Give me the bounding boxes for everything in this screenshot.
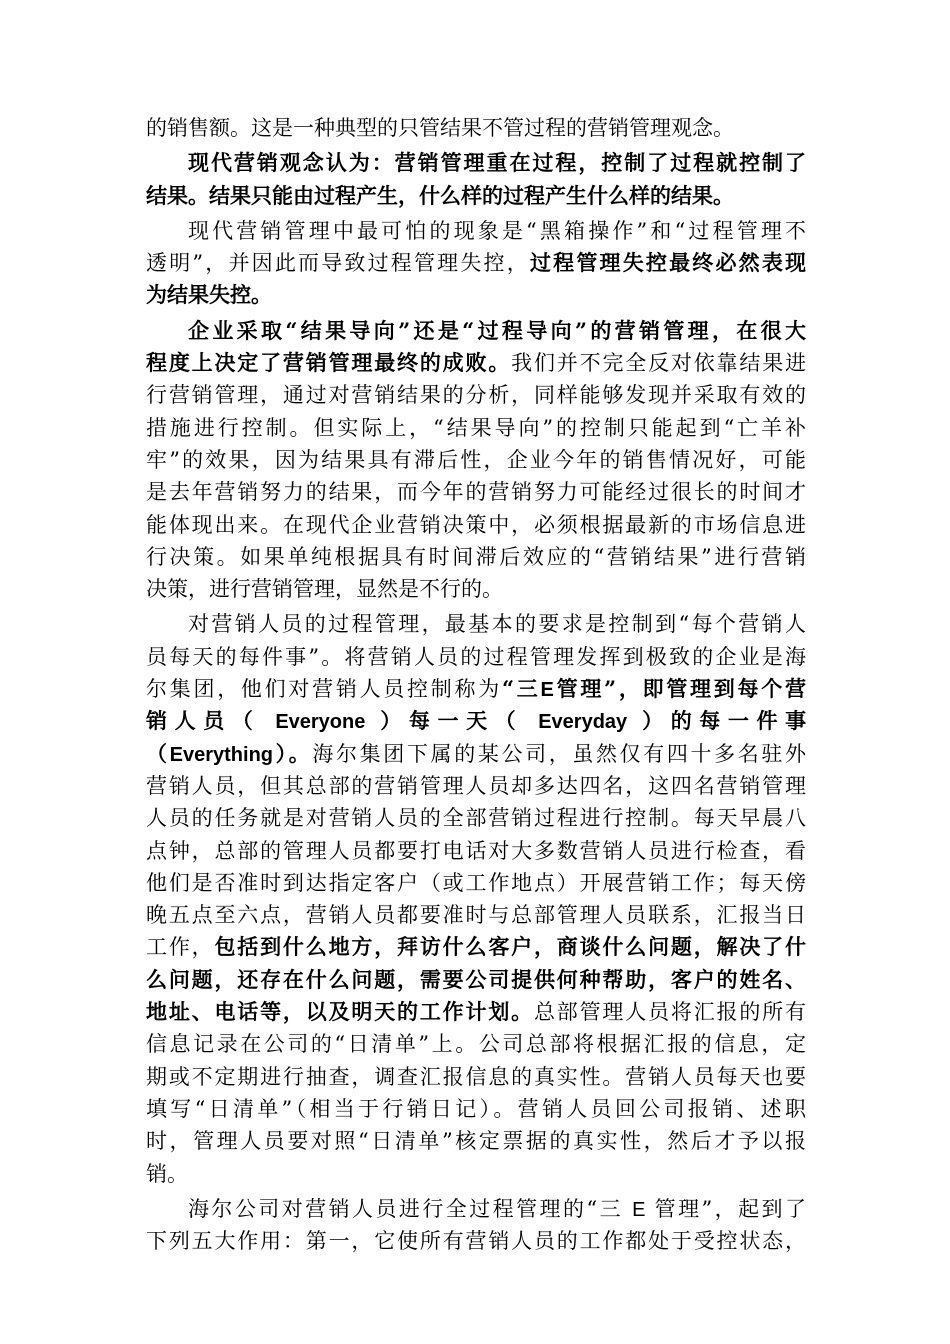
text-line bbox=[146, 1193, 806, 1225]
text-line: 晚五点至六点，营销人员都要准时与总部管理人员联系，汇报当日 bbox=[146, 903, 806, 928]
paragraph-4 bbox=[146, 608, 806, 1189]
text-run: 透明”，并因此而导致过程管理失控， bbox=[146, 251, 530, 276]
text-line: 牢”的效果，因为结果具有滞后性，企业今年的销售情况好，可能 bbox=[146, 447, 806, 472]
bold-run: ）的每一件事 bbox=[642, 708, 806, 734]
text-line bbox=[146, 931, 806, 963]
text-line bbox=[146, 738, 806, 770]
text-run: 尔集团，他们对营销人员控制称为 bbox=[146, 677, 502, 702]
paragraph-0 bbox=[146, 112, 806, 144]
bold-run: ）每一天（ bbox=[380, 708, 524, 734]
text-line: 企业采取“结果导向”还是“过程导向”的营销管理，在很大 bbox=[188, 317, 806, 343]
text-line: 对营销人员的过程管理，最基本的要求是控制到“每个营销人 bbox=[188, 612, 806, 637]
text-line: 信息记录在公司的“日清单”上。公司总部将根据汇报的信息，定 bbox=[146, 1032, 806, 1057]
text-run: 我们并不完全反对依靠结果进 bbox=[511, 351, 806, 376]
text-line: 么问题，还存在什么问题，需要公司提供何种帮助，客户的姓名、 bbox=[146, 966, 806, 992]
bold-latin-run: Everyday bbox=[538, 711, 628, 734]
document-body bbox=[146, 112, 806, 1257]
latin-run: E bbox=[632, 1198, 646, 1221]
bold-run: ）。 bbox=[273, 740, 313, 766]
bold-latin-run: Everyone bbox=[275, 711, 366, 734]
text-line: 下列五大作用：第一，它使所有营销人员的工作都处于受控状态， bbox=[146, 1229, 806, 1254]
text-line bbox=[146, 705, 806, 737]
text-run: 海尔集团下属的某公司，虽然仅有四十多名驻外 bbox=[312, 741, 806, 766]
text-run: 管理”，起到了 bbox=[654, 1196, 806, 1221]
text-line: 他们是否准时到达指定客户（或工作地点）开展营销工作；每天傍 bbox=[146, 870, 806, 895]
text-run: 总部管理人员将汇报的所有 bbox=[533, 1000, 806, 1025]
text-line bbox=[146, 247, 806, 279]
text-run: 工作， bbox=[146, 935, 215, 960]
text-line: 时，管理人员要对照“日清单”核定票据的真实性，然后才予以报 bbox=[146, 1129, 806, 1154]
text-line: 填写“日清单”（相当于行销日记）。营销人员回公司报销、述职 bbox=[146, 1096, 806, 1121]
text-line bbox=[146, 347, 806, 379]
text-line bbox=[146, 673, 806, 705]
text-line: 销。 bbox=[146, 1161, 188, 1186]
text-line: 措施进行控制。但实际上，“结果导向”的控制只能起到“亡羊补 bbox=[146, 415, 806, 440]
text-line bbox=[146, 996, 806, 1028]
text-line: 员每天的每件事”。将营销人员的过程管理发挥到极致的企业是海 bbox=[146, 644, 806, 669]
text-line: 决策，进行营销管理，显然是不行的。 bbox=[146, 577, 503, 602]
text-line: 结果。结果只能由过程产生，什么样的过程产生什么样的结果。 bbox=[146, 182, 734, 208]
paragraph-2 bbox=[146, 215, 806, 312]
text-line: 为结果失控。 bbox=[146, 282, 272, 308]
bold-latin-run: Everything bbox=[169, 743, 273, 766]
text-run: 海尔公司对营销人员进行全过程管理的“三 bbox=[188, 1196, 624, 1221]
bold-run: 地址、电话等，以及明天的工作计划。 bbox=[146, 999, 534, 1025]
text-line: 期或不定期进行抽查，调查汇报信息的真实性。营销人员每天也要 bbox=[146, 1064, 806, 1089]
paragraph-1 bbox=[146, 147, 806, 212]
text-line: 的销售额。这是一种典型的只管结果不管过程的营销管理观念。 bbox=[146, 116, 734, 140]
bold-run: 管理”，即管理到每个营 bbox=[553, 676, 806, 702]
text-line: 现代营销管理中最可怕的现象是“黑箱操作”和“过程管理不 bbox=[188, 218, 806, 243]
bold-run: （ bbox=[146, 740, 170, 766]
text-line: 人员的任务就是对营销人员的全部营销过程进行控制。每天早晨八 bbox=[146, 806, 806, 831]
bold-run: 包括到什么地方，拜访什么客户，商谈什么问题，解决了什 bbox=[214, 934, 806, 960]
bold-run: 程度上决定了营销管理最终的成败。 bbox=[146, 350, 512, 376]
bold-run: “三 bbox=[501, 676, 541, 702]
bold-run: 销人员（ bbox=[146, 708, 261, 734]
text-line: 现代营销观念认为：营销管理重在过程，控制了过程就控制了 bbox=[188, 150, 806, 176]
text-line: 能体现出来。在现代企业营销决策中，必须根据最新的市场信息进 bbox=[146, 512, 806, 537]
text-line: 行决策。如果单纯根据具有时间滞后效应的“营销结果”进行营销 bbox=[146, 544, 806, 569]
text-line: 行营销管理，通过对营销结果的分析，同样能够发现并采取有效的 bbox=[146, 383, 806, 408]
text-line: 是去年营销努力的结果，而今年的营销努力可能经过很长的时间才 bbox=[146, 480, 806, 505]
paragraph-5 bbox=[146, 1193, 806, 1258]
text-line: 点钟，总部的管理人员都要打电话对大多数营销人员进行检查，看 bbox=[146, 838, 806, 863]
bold-run: 过程管理失控最终必然表现 bbox=[529, 250, 806, 276]
text-line: 营销人员，但其总部的营销管理人员却多达四名，这四名营销管理 bbox=[146, 773, 806, 798]
paragraph-3 bbox=[146, 315, 806, 606]
bold-latin-run: E bbox=[540, 679, 554, 702]
